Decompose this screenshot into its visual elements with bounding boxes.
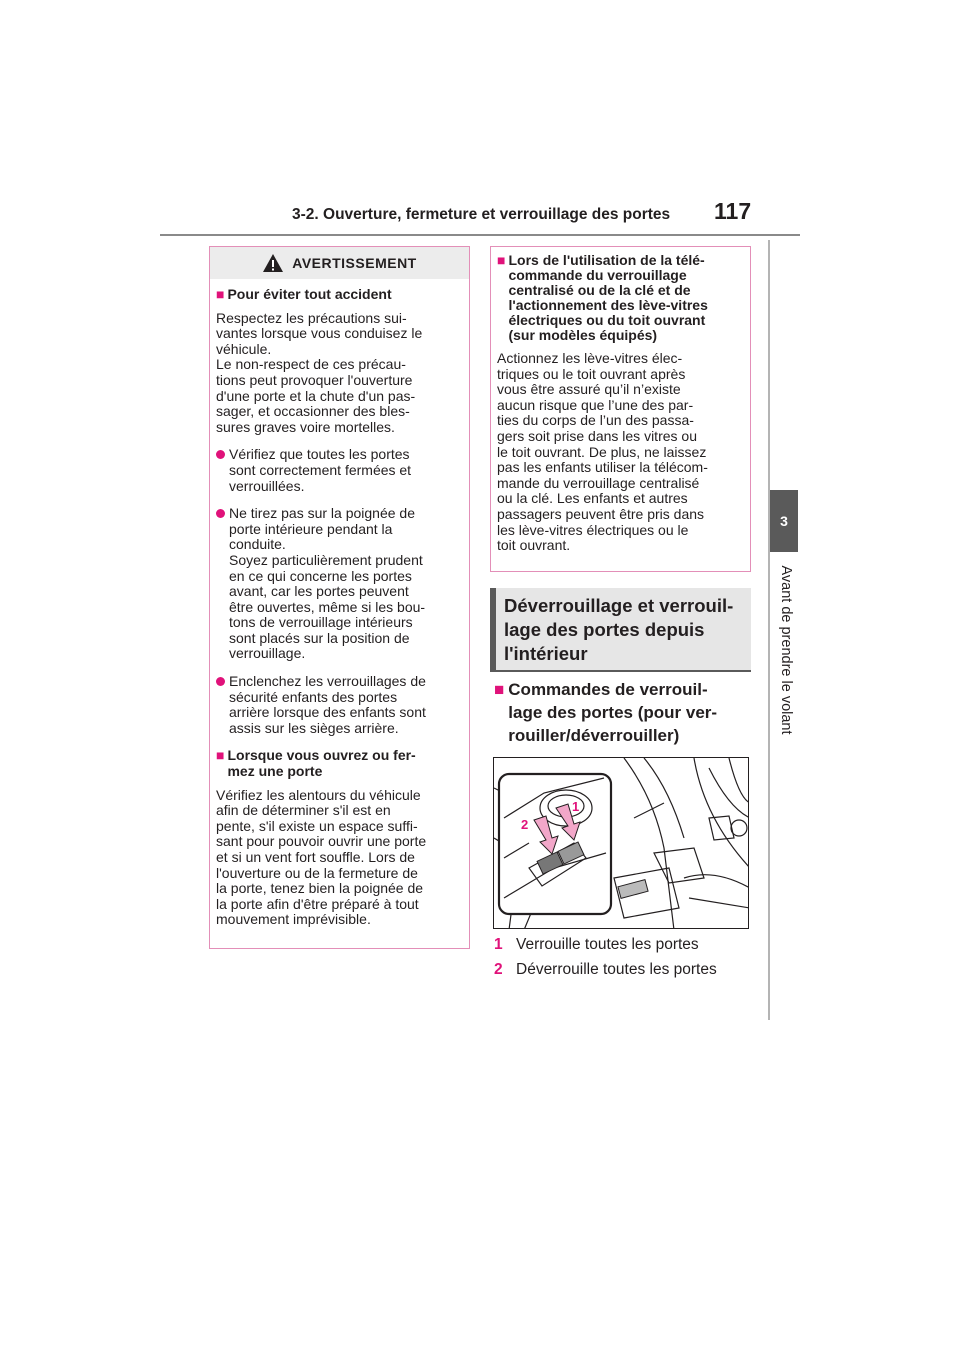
legend-item (494, 936, 699, 954)
legend-text: Verrouille toutes les portes (516, 936, 699, 953)
caution-paragraph: Actionnez les lève-vitres élec- triques ou le toit ouvrant après vous être assuré qu’il n’existe aucun risque que l’une des par- ties du corps de l’un des passa- gers soit prise dans les vitres ou le toit ouvrant. De plus, ne laissez pas les enfants utiliser la télécom- mande du verrouillage centralisé ou la clé. Les enfants et autres passagers peuvent être pris dans les lève-vitres électriques ou le toit ouvrant. (497, 350, 708, 554)
page-header (160, 196, 800, 236)
chapter-tab: 3 (770, 490, 798, 552)
warning-bullet (216, 506, 463, 662)
chapter-side-label: Avant de prendre le volant (778, 565, 794, 735)
subsection-heading (494, 678, 754, 747)
legend-text: Déverrouille toutes les portes (516, 961, 717, 978)
warning-header (210, 247, 469, 279)
warning-subheading-1 (216, 287, 463, 303)
warning-bullet (216, 447, 463, 494)
round-bullet-icon (216, 509, 225, 518)
warning-box (209, 246, 470, 949)
warning-title: AVERTISSEMENT (292, 255, 417, 271)
square-bullet-icon: ■ (494, 680, 505, 699)
bullet-text: Enclenchez les verrouillages de sécurité enfants des portes arrière lorsque des enfants sont assis sur les sièges arrière. (229, 673, 426, 736)
square-bullet-icon: ■ (216, 286, 225, 302)
caution-box (490, 246, 751, 572)
subheading-text: Lorsque vous ouvrez ou fer- mez une porte (227, 747, 416, 780)
illustration-svg (494, 758, 749, 929)
square-bullet-icon: ■ (497, 252, 506, 268)
subheading-text: Pour éviter tout accident (227, 286, 392, 302)
warning-paragraph-1: Respectez les précautions sui- vantes lorsque vous conduisez le véhicule. Le non-respect de ces précau- tions peut provoquer l'ouverture d'une porte et la chute d'un pas- sager, et occasionner des bles- sures graves voire mortelles. (216, 309, 423, 435)
caution-subheading (497, 253, 744, 343)
subheading-text: Lors de l'utilisation de la télé- commande du verrouillage centralisé ou de la clé et de l'actionnement des lève-vitres électriques ou du toit ouvrant (sur modèles équipés) (508, 252, 708, 343)
warning-bullet (216, 674, 463, 736)
legend-item (494, 961, 717, 979)
round-bullet-icon (216, 450, 225, 459)
section-heading-text: Déverrouillage et verrouil- lage des portes depuis l'intérieur (504, 595, 734, 664)
warning-triangle-icon (262, 253, 284, 273)
subsection-heading-text: Commandes de verrouil- lage des portes (pour ver- rouiller/déverrouiller) (508, 680, 718, 745)
legend-number: 1 (494, 936, 503, 953)
bullet-text: Vérifiez que toutes les portes sont correctement fermées et verrouillées. (229, 446, 412, 494)
section-heading (490, 588, 751, 670)
round-bullet-icon (216, 677, 225, 686)
door-lock-switch-illustration (493, 757, 749, 929)
bullet-text: Ne tirez pas sur la poignée de porte intérieure pendant la conduite. Soyez particulièrement prudent en ce qui concerne les portes avant, car les portes peuvent être ouvertes, même si les bou- tons de verrouillage intérieurs sont placés sur la position de verrouillage. (229, 505, 426, 662)
chapter-divider-line (768, 240, 770, 1020)
figure-callout-1: 1 (572, 799, 580, 814)
header-rule (160, 234, 800, 236)
warning-paragraph-2: Vérifiez les alentours du véhicule afin de déterminer s'il est en pente, s'il existe un espace suffi- sant pour pouvoir ouvrir une porte et si un vent fort souffle. Lors de l'ouverture ou de la fermeture de la porte, tenez bien la poignée de la porte afin d'être préparé à tout mouvement imprévisible. (216, 786, 427, 928)
square-bullet-icon: ■ (216, 747, 225, 764)
warning-subheading-2 (216, 748, 463, 779)
page-number: 117 (714, 198, 752, 224)
legend-number: 2 (494, 961, 503, 978)
section-title-header: 3-2. Ouverture, fermeture et verrouillage des portes (292, 206, 671, 223)
figure-callout-2: 2 (521, 817, 529, 832)
